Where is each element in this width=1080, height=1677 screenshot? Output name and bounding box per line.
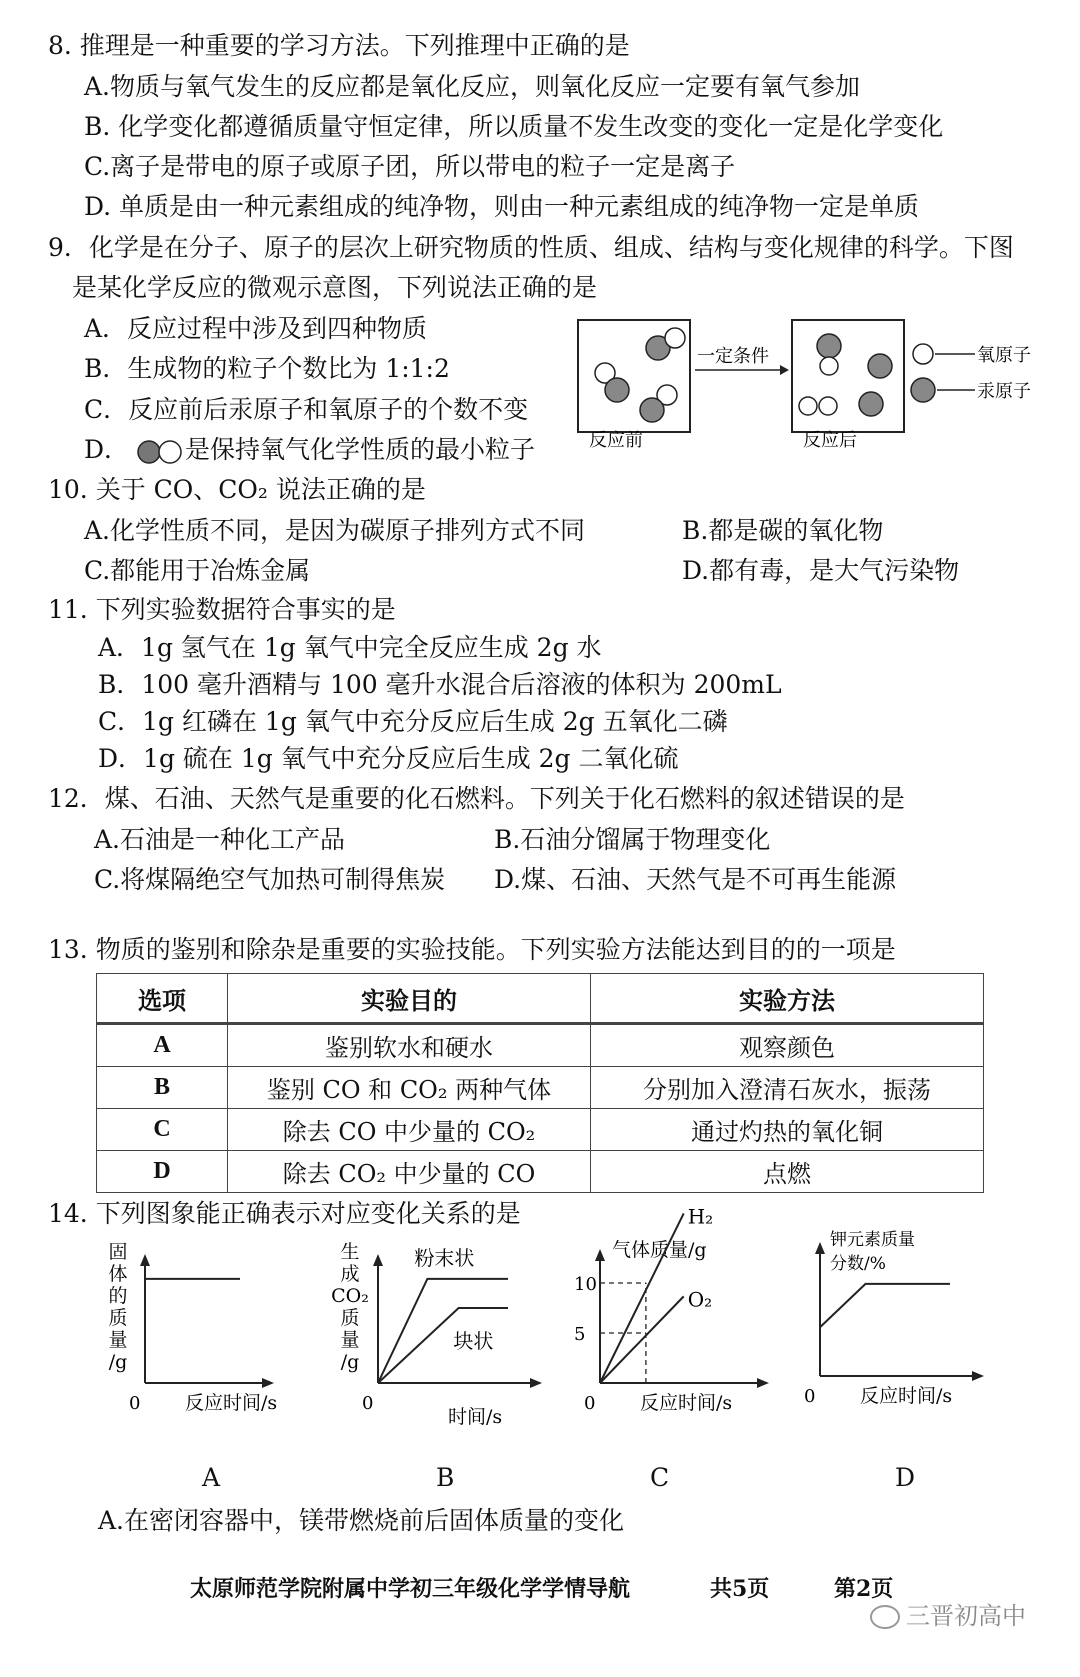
chart-b-series-label: 粉末状 bbox=[414, 1245, 475, 1270]
after-particles bbox=[799, 334, 892, 416]
table-row bbox=[97, 1109, 984, 1151]
chart-d-xlabel: 反应时间/s bbox=[860, 1385, 953, 1407]
q9-option-d-prefix: D． bbox=[84, 435, 130, 464]
q8-option-a: A.物质与氧气发生的反应都是氧化反应，则氧化反应一定要有氧气参加 bbox=[84, 72, 861, 101]
q9-option-c: C．反应前后汞原子和氧原子的个数不变 bbox=[84, 395, 529, 424]
graph-letter-b: B bbox=[436, 1463, 455, 1492]
chart-a-ylabel: 固体的质量/g bbox=[108, 1241, 128, 1373]
chart-c-ytick: 5 bbox=[574, 1324, 586, 1345]
q14-answer-a: A.在密闭容器中，镁带燃烧前后固体质量的变化 bbox=[98, 1506, 625, 1535]
header-option: 选项 bbox=[97, 974, 228, 1024]
row-method: 观察颜色 bbox=[591, 1024, 984, 1067]
chart-b-xlabel: 时间/s bbox=[448, 1406, 503, 1428]
watermark-text: 三晋初高中 bbox=[906, 1602, 1026, 1630]
before-particles bbox=[595, 328, 685, 422]
q8-stem: 8. 推理是一种重要的学习方法。下列推理中正确的是 bbox=[48, 31, 630, 60]
chart-c-series-2 bbox=[600, 1296, 684, 1383]
q9-stem-line2: 是某化学反应的微观示意图，下列说法正确的是 bbox=[72, 273, 598, 302]
footer-page-number: 第2页 bbox=[834, 1576, 894, 1602]
chart-b-series-label: 块状 bbox=[453, 1329, 494, 1353]
q9-option-d-text: 是保持氧气化学性质的最小粒子 bbox=[185, 435, 536, 464]
row-purpose: 鉴别 CO 和 CO₂ 两种气体 bbox=[228, 1067, 591, 1109]
chart-c-series-label: O₂ bbox=[687, 1287, 713, 1312]
oxygen-molecule-icon bbox=[137, 439, 183, 465]
table-header-row bbox=[97, 974, 984, 1024]
table-row bbox=[97, 1151, 984, 1193]
row-label: A bbox=[97, 1024, 228, 1067]
chart-d-series-1 bbox=[820, 1284, 950, 1327]
q8-option-d: D. 单质是由一种元素组成的纯净物，则由一种元素组成的纯净物一定是单质 bbox=[84, 192, 920, 221]
q10-option-a: A.化学性质不同，是因为碳原子排列方式不同 bbox=[84, 516, 586, 545]
chart-a-y-arrow bbox=[140, 1254, 150, 1266]
q12-option-a: A.石油是一种化工产品 bbox=[94, 825, 346, 854]
chart-c-origin: 0 bbox=[584, 1393, 596, 1414]
q10-stem: 10. 关于 CO、CO₂ 说法正确的是 bbox=[48, 475, 426, 504]
chart-c-y-arrow bbox=[595, 1249, 605, 1261]
q13-table bbox=[96, 973, 984, 1193]
legend-mercury-icon bbox=[911, 378, 935, 402]
q12-option-c: C.将煤隔绝空气加热可制得焦炭 bbox=[94, 865, 446, 894]
q12-option-b: B.石油分馏属于物理变化 bbox=[494, 825, 771, 854]
chart-a-xlabel: 反应时间/s bbox=[185, 1392, 278, 1414]
chart-a-origin: 0 bbox=[129, 1393, 141, 1414]
after-label: 反应后 bbox=[803, 430, 857, 451]
chart-d-ylabel: 钾元素质量分数/% bbox=[830, 1230, 915, 1274]
chart-b-origin: 0 bbox=[362, 1393, 374, 1414]
row-method: 点燃 bbox=[591, 1151, 984, 1193]
q9-stem-line1: 9．化学是在分子、原子的层次上研究物质的性质、组成、结构与变化规律的科学。下图 bbox=[48, 233, 1014, 262]
q10-option-c: C.都能用于冶炼金属 bbox=[84, 556, 311, 585]
table-row bbox=[97, 1067, 984, 1109]
chart-d-y-arrow bbox=[815, 1242, 825, 1254]
table-row bbox=[97, 1024, 984, 1067]
chart-c-ytick: 10 bbox=[574, 1274, 597, 1295]
footer-school: 太原师范学院附属中学初三年级化学学情导航 bbox=[190, 1576, 631, 1602]
legend bbox=[911, 344, 1031, 402]
legend-oxygen-icon bbox=[913, 344, 933, 364]
row-label: C bbox=[97, 1109, 228, 1151]
chart-b-y-arrow bbox=[373, 1254, 383, 1266]
legend-mercury-label: 汞原子 bbox=[977, 381, 1031, 402]
before-label: 反应前 bbox=[589, 430, 643, 451]
watermark bbox=[870, 1596, 1026, 1631]
q8-option-c: C.离子是带电的原子或原子团，所以带电的粒子一定是离子 bbox=[84, 152, 736, 181]
chart-b-x-arrow bbox=[530, 1378, 542, 1388]
chart-a-x-arrow bbox=[262, 1378, 274, 1388]
row-purpose: 除去 CO 中少量的 CO₂ bbox=[228, 1109, 591, 1151]
row-label: D bbox=[97, 1151, 228, 1193]
q12-option-d: D.煤、石油、天然气是不可再生能源 bbox=[494, 865, 897, 894]
q8-option-b: B. 化学变化都遵循质量守恒定律，所以质量不发生改变的变化一定是化学变化 bbox=[84, 112, 944, 141]
footer-total-pages: 共5页 bbox=[710, 1576, 770, 1602]
q9-option-b: B．生成物的粒子个数比为 1:1:2 bbox=[84, 354, 450, 383]
chart-c-xlabel: 反应时间/s bbox=[640, 1392, 733, 1414]
chart-b-ylabel: 生成 CO₂ 质量/g bbox=[331, 1241, 369, 1373]
chart-c-ylabel: 气体质量/g bbox=[612, 1239, 707, 1261]
condition-label: 一定条件 bbox=[697, 346, 769, 367]
chart-c-x-arrow bbox=[757, 1378, 769, 1388]
q10-option-b: B.都是碳的氧化物 bbox=[682, 516, 884, 545]
q11-option-d: D．1g 硫在 1g 氧气中充分反应后生成 2g 二氧化硫 bbox=[98, 744, 679, 773]
row-method: 分别加入澄清石灰水，振荡 bbox=[591, 1067, 984, 1109]
row-purpose: 除去 CO₂ 中少量的 CO bbox=[228, 1151, 591, 1193]
row-method: 通过灼热的氧化铜 bbox=[591, 1109, 984, 1151]
header-purpose: 实验目的 bbox=[228, 974, 591, 1024]
graph-letter-a: A bbox=[202, 1463, 221, 1492]
row-label: B bbox=[97, 1067, 228, 1109]
q11-stem: 11. 下列实验数据符合事实的是 bbox=[48, 595, 396, 624]
q11-option-a: A．1g 氢气在 1g 氧气中完全反应生成 2g 水 bbox=[98, 633, 602, 662]
q9-reaction-diagram bbox=[575, 318, 1065, 478]
chart-d-origin: 0 bbox=[804, 1386, 816, 1407]
chart-c-series-label: H₂ bbox=[687, 1204, 714, 1229]
q14-stem: 14. 下列图象能正确表示对应变化关系的是 bbox=[48, 1199, 521, 1228]
row-purpose: 鉴别软水和硬水 bbox=[228, 1024, 591, 1067]
arrow-head bbox=[780, 365, 789, 375]
q10-option-d: D.都有毒，是大气污染物 bbox=[682, 556, 960, 585]
q13-stem: 13. 物质的鉴别和除杂是重要的实验技能。下列实验方法能达到目的的一项是 bbox=[48, 935, 896, 964]
wechat-icon bbox=[870, 1605, 900, 1629]
legend-oxygen-label: 氧原子 bbox=[977, 345, 1031, 366]
header-method: 实验方法 bbox=[591, 974, 984, 1024]
graph-letter-c: C bbox=[650, 1463, 670, 1492]
q9-option-d bbox=[84, 434, 535, 466]
graph-letter-d: D bbox=[895, 1463, 916, 1492]
q12-stem: 12．煤、石油、天然气是重要的化石燃料。下列关于化石燃料的叙述错误的是 bbox=[48, 784, 905, 813]
chart-d-x-arrow bbox=[972, 1371, 984, 1381]
q11-option-b: B．100 毫升酒精与 100 毫升水混合后溶液的体积为 200mL bbox=[98, 670, 782, 699]
q9-option-a: A．反应过程中涉及到四种物质 bbox=[84, 314, 428, 343]
q11-option-c: C．1g 红磷在 1g 氧气中充分反应后生成 2g 五氧化二磷 bbox=[98, 707, 728, 736]
